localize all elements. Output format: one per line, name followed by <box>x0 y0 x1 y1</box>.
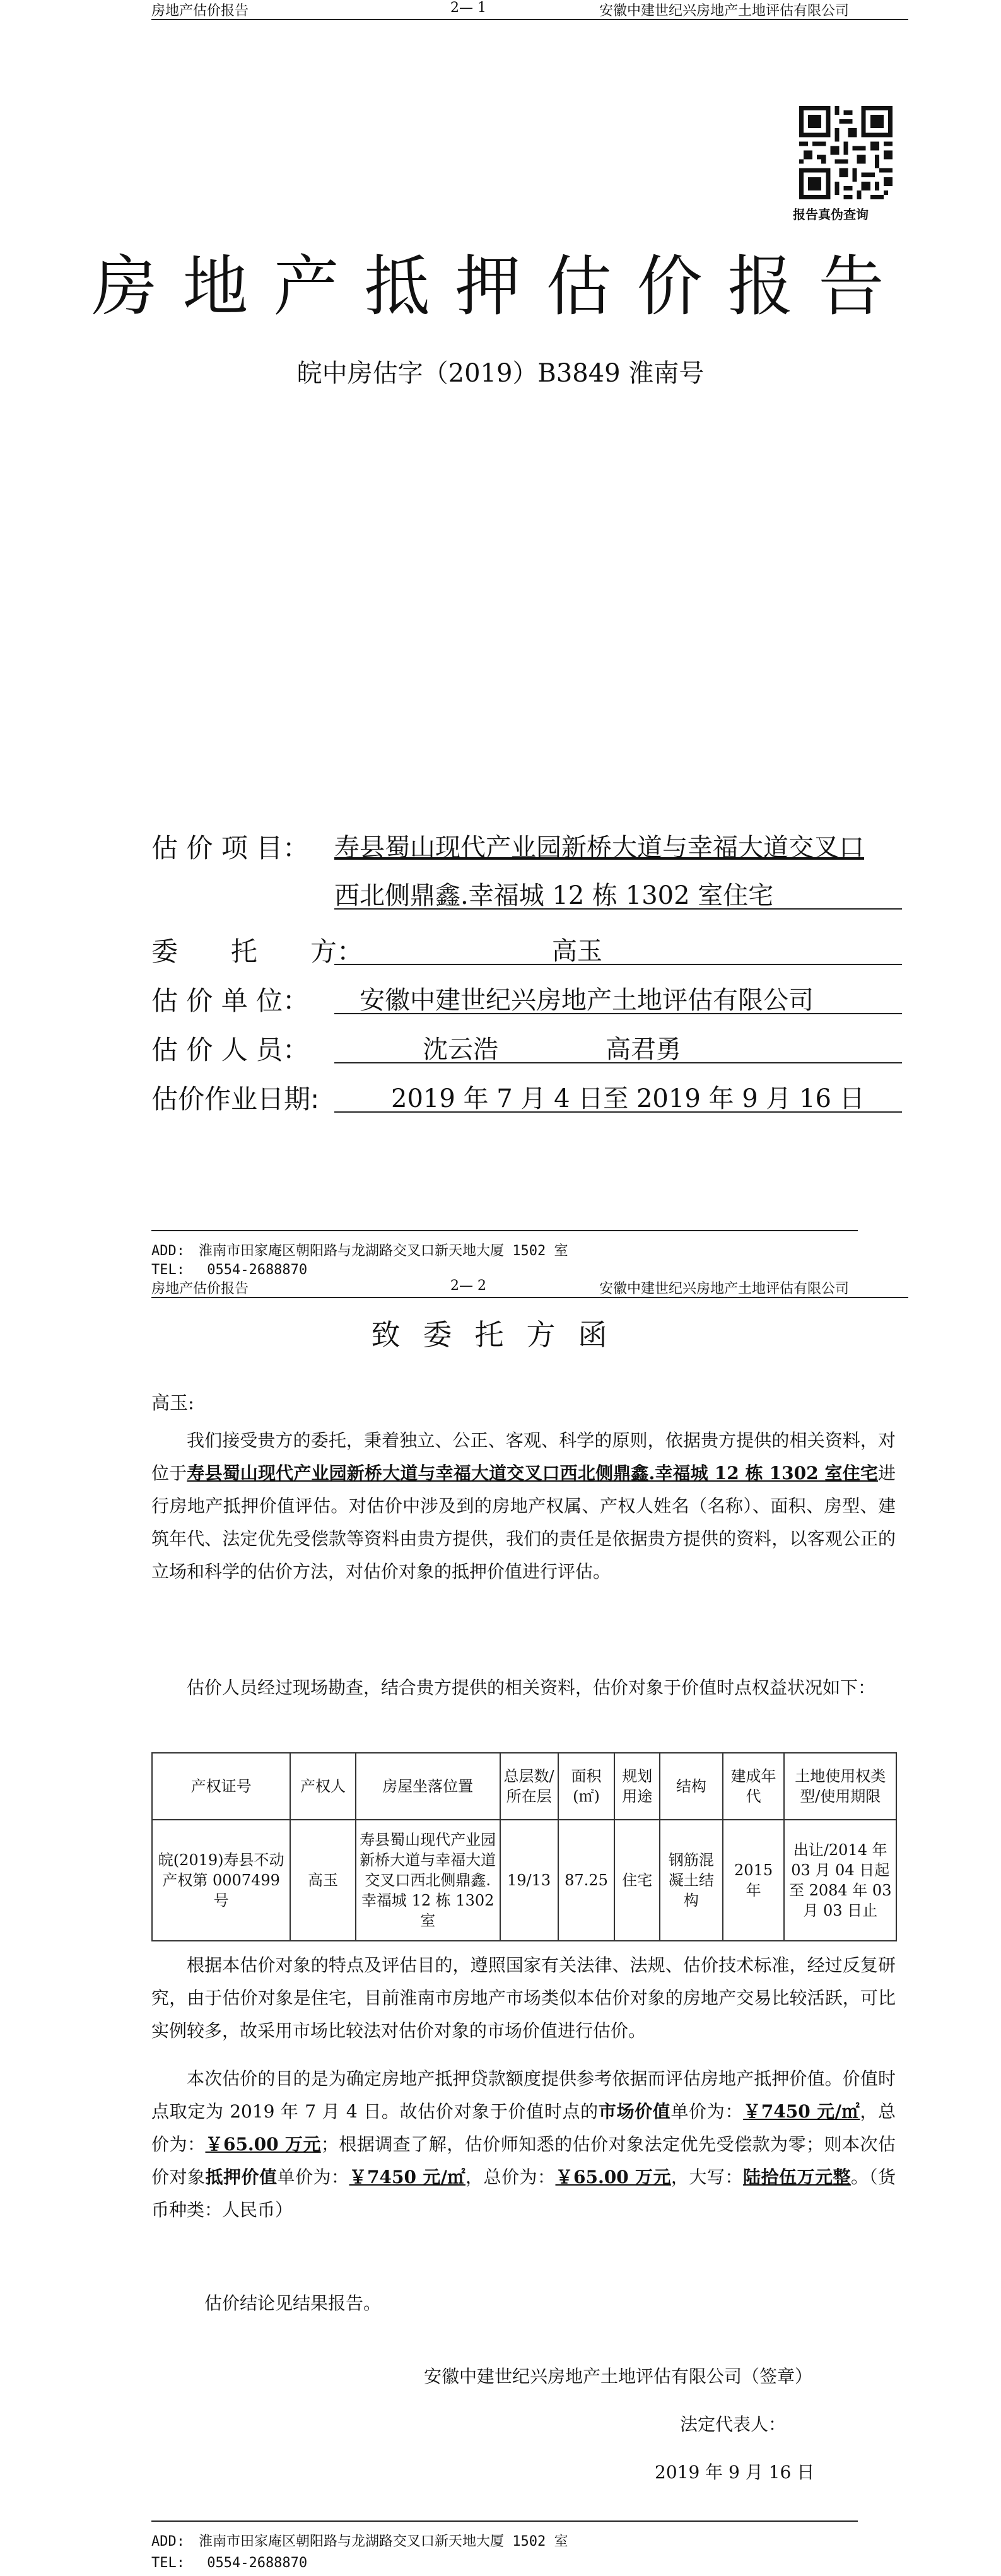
p4-amount-in-words: 陆拾伍万元整 <box>742 2167 851 2187</box>
qr-caption: 报告真伪查询 <box>793 207 869 222</box>
th-floors: 总层数/所在层 <box>500 1753 558 1820</box>
th-location: 房屋坐落位置 <box>356 1753 500 1820</box>
appraisal-unit-label: 估 价 单 位： <box>151 985 310 1016</box>
appraisal-unit-value: 安徽中建世纪兴房地产土地评估有限公司 <box>360 986 814 1015</box>
unit-underline <box>334 1013 902 1014</box>
p4-market-total: ￥65.00 万元 <box>205 2134 321 2155</box>
p1-text-c: 进行房地产抵押价值评估。对估价中涉及到的房地产权属、产权人姓名（名称）、面积、房型、建筑年代、法定优先受偿款等资料由贵方提供，我们的责任是依据贵方提供的资料，以客观公正的立场和科学的估价方法，对估价对象的抵押价值进行评估。 <box>151 1463 896 1582</box>
td-owner: 高玉 <box>290 1820 356 1941</box>
td-year: 2015 年 <box>723 1820 785 1941</box>
header-right: 安徽中建世纪兴房地产土地评估有限公司 <box>599 1281 850 1297</box>
project-underline <box>334 908 902 910</box>
client-label: 委 托 方： <box>151 936 364 967</box>
client-value: 高玉 <box>552 937 602 966</box>
paragraph-5: 估价结论见结果报告。 <box>204 2293 382 2314</box>
work-date-value: 2019 年 7 月 4 日至 2019 年 9 月 16 日 <box>391 1084 865 1113</box>
header-left: 房地产估价报告 <box>151 3 249 19</box>
p4-text-g: ；根据调查了解，估价师知悉的估价对象法定优先受偿款为零；则本次估价对象 <box>151 2134 896 2187</box>
header-right: 安徽中建世纪兴房地产土地评估有限公司 <box>599 3 850 19</box>
footer-tel: TEL: 0554-2688870 <box>151 2555 308 2571</box>
appraiser-2: 高君勇 <box>606 1035 681 1064</box>
project-value-line2: 西北侧鼎鑫.幸福城 12 栋 1302 室住宅 <box>334 881 774 910</box>
td-structure: 钢筋混凝土结构 <box>660 1820 723 1941</box>
th-land-right: 土地使用权类型/使用期限 <box>784 1753 896 1820</box>
header-page-number: 2— 1 <box>450 0 486 16</box>
th-cert-no: 产权证号 <box>152 1753 290 1820</box>
appraisers-label: 估 价 人 员： <box>151 1034 310 1065</box>
rights-table <box>151 1752 897 1941</box>
footer-tel: TEL: 0554-2688870 <box>151 1262 308 1278</box>
header-left: 房地产估价报告 <box>151 1281 249 1297</box>
p4-text-c: 单价为： <box>670 2101 744 2122</box>
signature-company: 安徽中建世纪兴房地产土地评估有限公司（签章） <box>424 2366 813 2387</box>
p4-text-e: ，总价为： <box>151 2101 896 2155</box>
td-location: 寿县蜀山现代产业园新桥大道与幸福大道交叉口西北侧鼎鑫.幸福城 12 栋 1302 室 <box>356 1820 500 1941</box>
letter-title: 致委托方函 <box>371 1318 630 1352</box>
header-rule <box>151 19 908 20</box>
qr-code-icon[interactable] <box>799 106 893 199</box>
td-use: 住宅 <box>614 1820 660 1941</box>
header-page-number: 2— 2 <box>450 1278 486 1294</box>
paragraph-1 <box>151 1424 896 1588</box>
th-structure: 结构 <box>660 1753 723 1820</box>
legal-representative: 法定代表人： <box>680 2414 787 2435</box>
p4-market-unit-price: ￥7450 元/㎡ <box>743 2101 860 2122</box>
signature-date: 2019 年 9 月 16 日 <box>655 2462 815 2483</box>
project-value-line1: 寿县蜀山现代产业园新桥大道与幸福大道交叉口 <box>334 833 864 862</box>
th-year: 建成年代 <box>723 1753 785 1820</box>
td-area: 87.25 <box>558 1820 615 1941</box>
client-underline <box>334 964 902 965</box>
paragraph-3: 根据本估价对象的特点及评估目的，遵照国家有关法律、法规、估价技术标准，经过反复研究，由于估价对象是住宅，目前淮南市房地产市场类似本估价对象的房地产交易比较活跃，可比实例较多，故采用市场比较法对估价对象的市场价值进行估价。 <box>151 1955 896 2041</box>
appraisers-underline <box>334 1062 902 1063</box>
p4-mortgage-total: ￥65.00 万元 <box>555 2167 671 2187</box>
td-floors: 19/13 <box>500 1820 558 1941</box>
p4-mortgage-unit-price: ￥7450 元/㎡ <box>349 2167 465 2187</box>
th-area: 面积(㎡) <box>558 1753 615 1820</box>
th-use: 规划用途 <box>614 1753 660 1820</box>
project-label: 估 价 项 目： <box>151 833 310 864</box>
td-cert-no: 皖(2019)寿县不动产权第 0007499 号 <box>152 1820 290 1941</box>
paragraph-2: 估价人员经过现场勘查，结合贵方提供的相关资料，估价对象于价值时点权益状况如下： <box>187 1677 876 1698</box>
p4-text-o: 。（货币种类：人民币） <box>151 2167 896 2220</box>
paragraph-4 <box>151 2063 896 2227</box>
th-owner: 产权人 <box>290 1753 356 1820</box>
header-rule <box>151 1297 908 1298</box>
salutation: 高玉: <box>151 1392 194 1414</box>
td-land-right: 出让/2014 年 03 月 04 日起至 2084 年 03 月 03 日止 <box>784 1820 896 1941</box>
p1-text-a: 我们接受贵方的委托，秉着独立、公正、客观、科学的原则，依据贵方提供的相关资料，对位于 <box>151 1430 896 1484</box>
date-underline <box>334 1111 902 1113</box>
footer-rule <box>151 2520 858 2522</box>
p4-text-k: ，总价为： <box>465 2167 556 2187</box>
p4-text-i: 单价为： <box>277 2167 349 2187</box>
p4-text-m: ，大写： <box>670 2167 743 2187</box>
footer-address: ADD: 淮南市田家庵区朝阳路与龙湖路交叉口新天地大厦 1502 室 <box>151 1243 568 1259</box>
table-header-row <box>152 1753 896 1820</box>
p4-mortgage-value: 抵押价值 <box>205 2167 278 2187</box>
p4-market-value: 市场价值 <box>598 2101 671 2122</box>
footer-address: ADD: 淮南市田家庵区朝阳路与龙湖路交叉口新天地大厦 1502 室 <box>151 2534 568 2550</box>
p1-property-address: 寿县蜀山现代产业园新桥大道与幸福大道交叉口西北侧鼎鑫.幸福城 12 栋 1302 室住宅 <box>187 1463 878 1484</box>
appraiser-1: 沈云浩 <box>423 1035 498 1064</box>
work-date-label: 估价作业日期: <box>151 1084 320 1115</box>
report-number: 皖中房估字（2019）B3849 淮南号 <box>296 359 705 388</box>
report-title: 房地产抵押估价报告 <box>91 248 910 325</box>
table-row <box>152 1820 896 1941</box>
p4-text-a: 本次估价的目的是为确定房地产抵押贷款额度提供参考依据而评估房地产抵押价值。价值时点取定为 2019 年 7 月 4 日。故估价对象于价值时点的 <box>151 2068 896 2122</box>
footer-rule <box>151 1230 858 1231</box>
